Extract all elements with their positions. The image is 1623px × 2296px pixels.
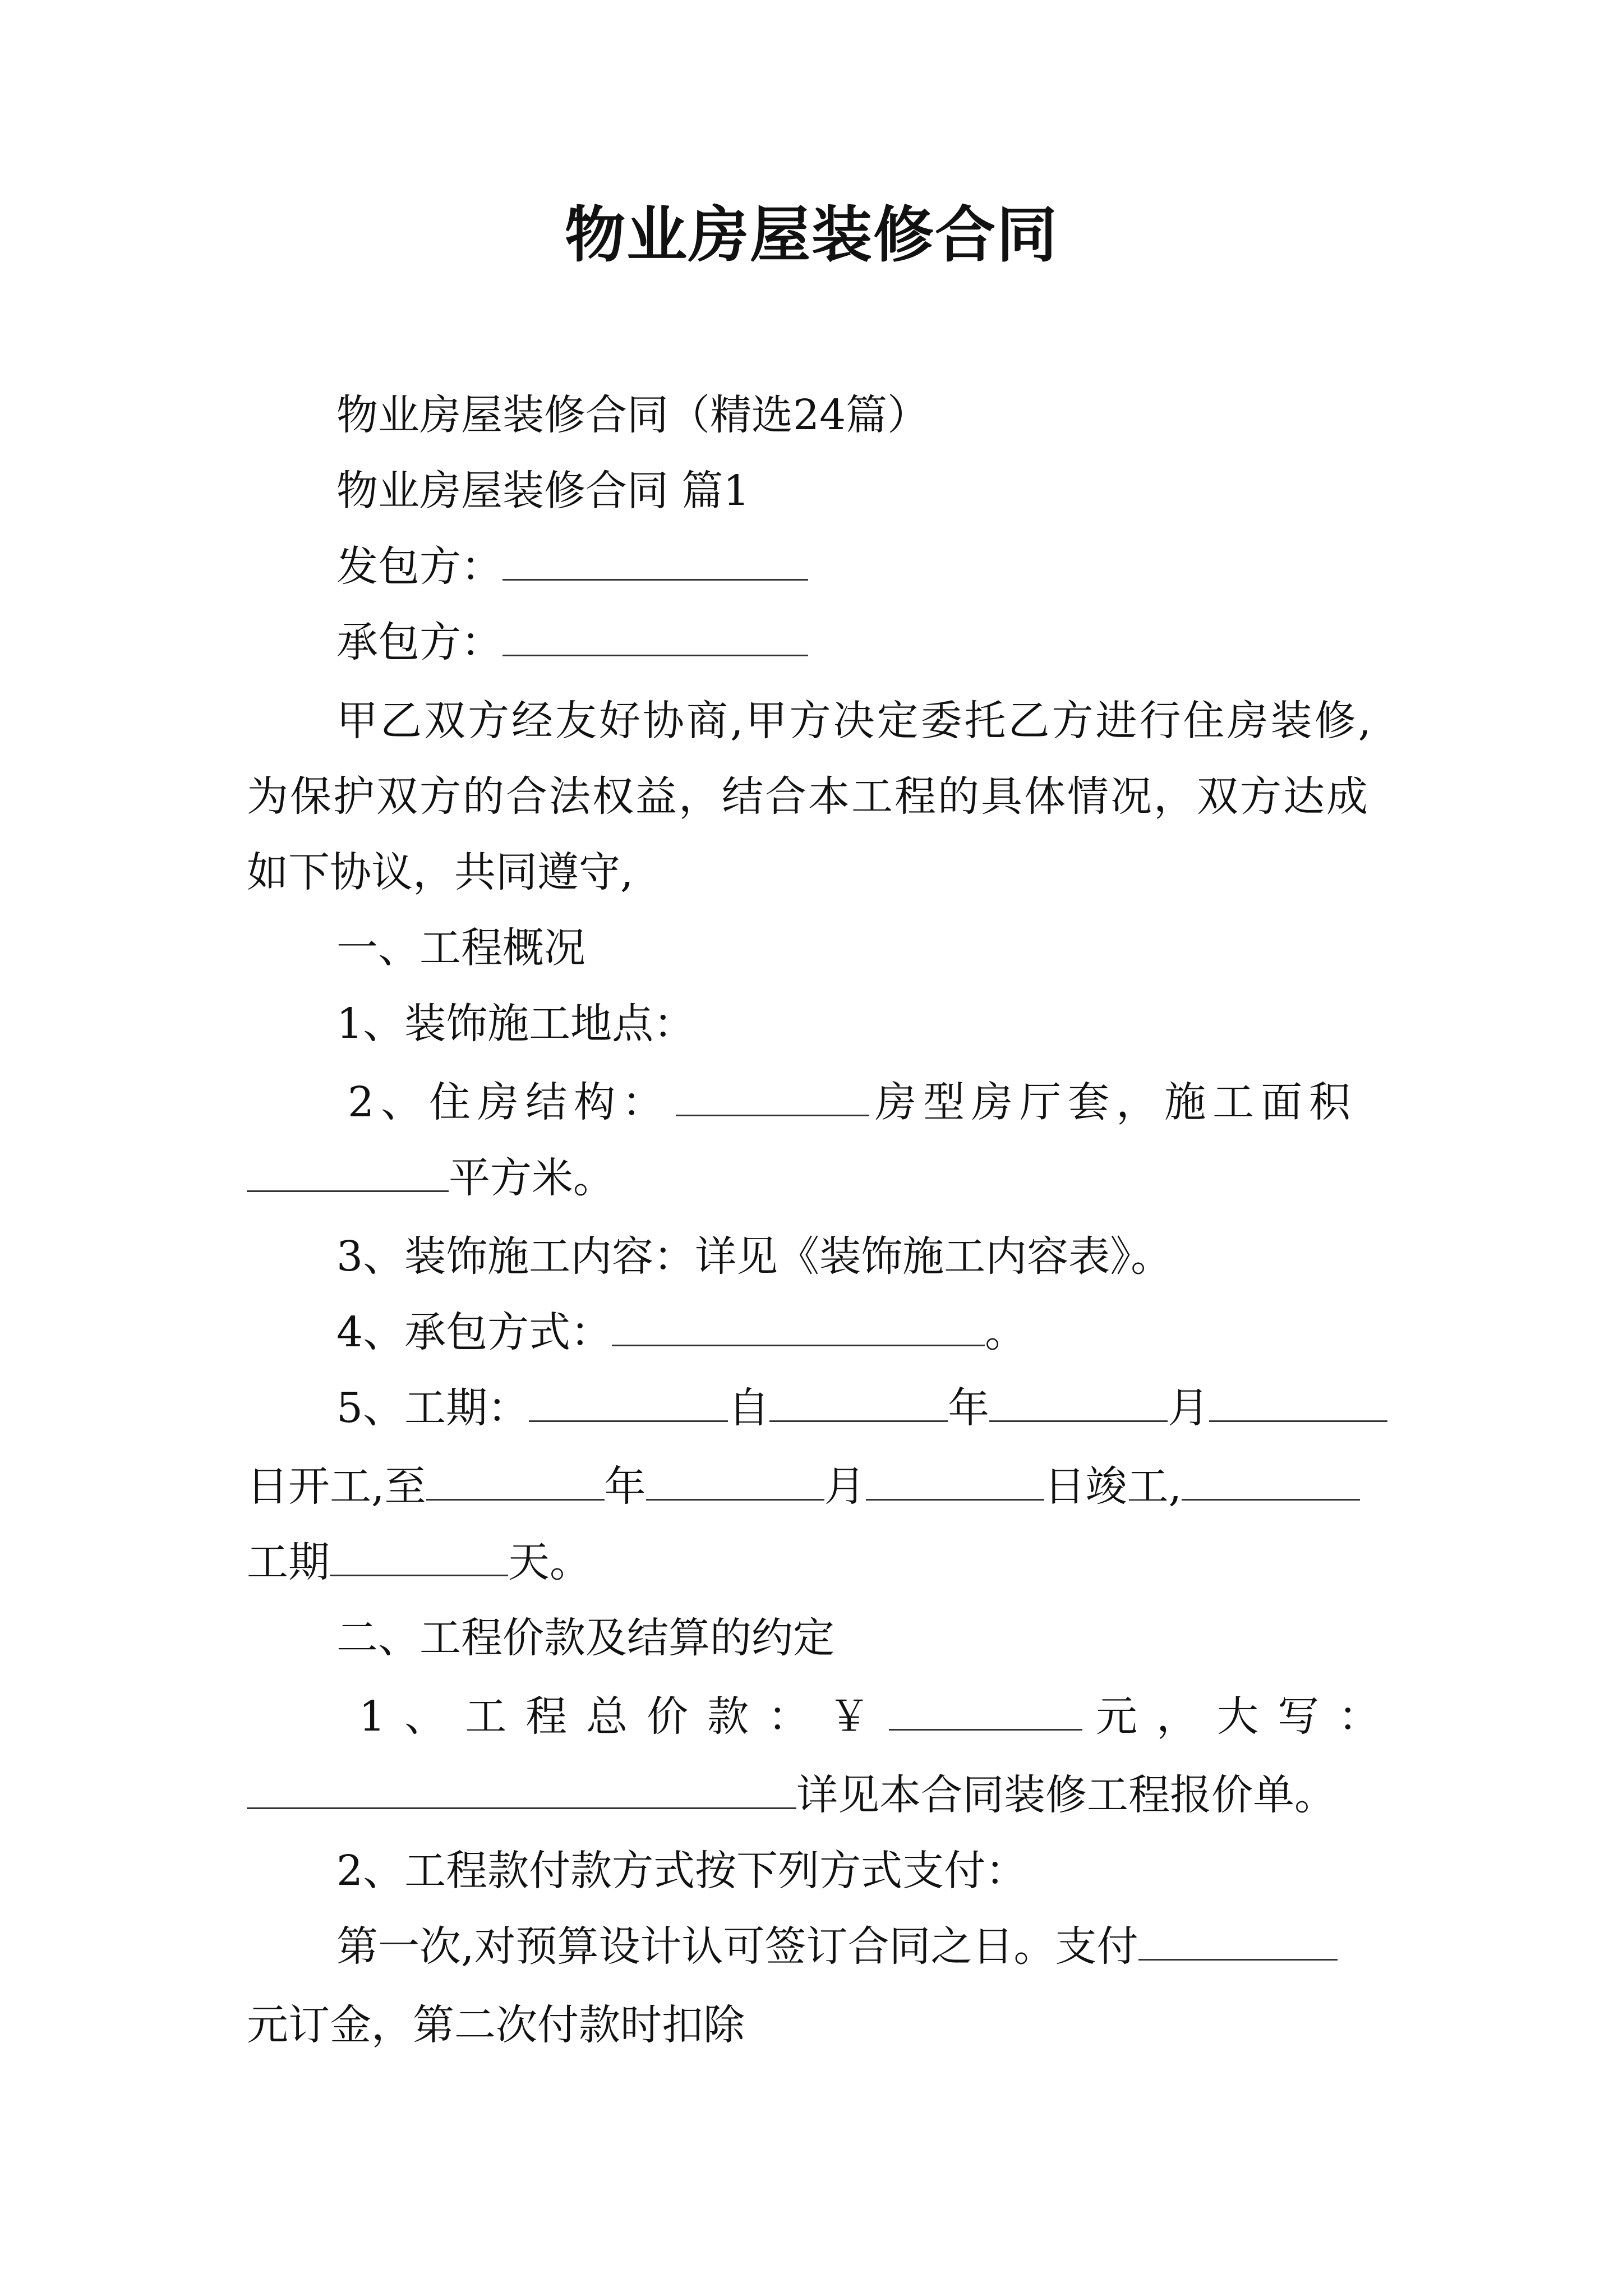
paragraph: 1、装饰施工地点： <box>336 1000 695 1048</box>
fill-blank[interactable] <box>866 1463 1044 1501</box>
clause-line <box>247 1458 1360 1515</box>
clause-text: 详见本合同装修工程报价单。 <box>796 1771 1336 1819</box>
document-title: 物业房屋装修合同 <box>564 200 1058 270</box>
clause-text: 天。 <box>508 1538 591 1586</box>
fill-blank[interactable] <box>646 1463 824 1501</box>
clause-text: 日竣工, <box>1044 1462 1182 1511</box>
paragraph: 物业房屋装修合同 篇1 <box>336 467 750 515</box>
paragraph: 二、工程价款及结算的约定 <box>336 1614 834 1662</box>
intro-line-1 <box>336 693 1373 749</box>
subtitle-line <box>336 387 929 443</box>
clause-text: 月 <box>1168 1384 1210 1432</box>
clause-line <box>247 1767 1336 1823</box>
fill-blank[interactable] <box>769 1384 948 1422</box>
fill-blank[interactable] <box>612 1309 985 1346</box>
section-heading <box>336 920 585 976</box>
fill-blank[interactable] <box>426 1463 605 1501</box>
paragraph: 甲乙双方经友好协商,甲方决定委托乙方进行住房装修, <box>336 697 1374 745</box>
fill-blank[interactable] <box>247 1154 449 1192</box>
paragraph: 如下协议，共同遵守, <box>247 848 634 896</box>
clause-line <box>359 1688 1399 1745</box>
paragraph: 物业房屋装修合同（精选24篇） <box>336 391 929 439</box>
fill-blank[interactable] <box>502 619 808 656</box>
clause-text: 第一次,对预算设计认可签订合同之日。支付 <box>336 1922 1138 1971</box>
party-a-line <box>336 539 808 595</box>
clause-line <box>247 1534 591 1590</box>
party-b-label: 承包方： <box>336 618 502 666</box>
intro-line-2 <box>247 769 1370 825</box>
section-heading <box>336 463 750 519</box>
party-a-label: 发包方： <box>336 542 502 591</box>
clause-text: 年 <box>604 1462 646 1511</box>
clause-text: 工期 <box>247 1538 330 1586</box>
paragraph: 元订金，第二次付款时扣除 <box>247 2001 745 2049</box>
clause-line <box>336 1380 1387 1436</box>
clause-text: 。 <box>985 1308 1027 1356</box>
paragraph: 2、工程款付款方式按下列方式支付： <box>336 1847 1027 1895</box>
clause-text: 元，大写： <box>1096 1692 1399 1741</box>
paragraph: 一、工程概况 <box>336 924 585 972</box>
clause-line <box>348 1074 1357 1130</box>
fill-blank[interactable] <box>1138 1923 1338 1961</box>
clause-line <box>336 1843 1027 1899</box>
clause-line <box>336 1918 1338 1975</box>
fill-blank[interactable] <box>1209 1384 1387 1422</box>
paragraph: 为保护双方的合法权益，结合本工程的具体情况，双方达成 <box>247 772 1370 821</box>
fill-blank[interactable] <box>989 1384 1168 1422</box>
clause-line <box>336 1304 1026 1360</box>
fill-blank[interactable] <box>676 1079 869 1116</box>
clause-text: 年 <box>948 1384 990 1432</box>
clause-label: 5、工期： <box>336 1384 529 1432</box>
clause-text: 日开工,至 <box>247 1462 426 1511</box>
fill-blank[interactable] <box>247 1772 796 1809</box>
clause-text: 平方米。 <box>449 1154 615 1202</box>
fill-blank[interactable] <box>1182 1463 1360 1501</box>
intro-line-3 <box>247 844 634 900</box>
clause-text: 月 <box>824 1462 866 1511</box>
section-heading <box>336 1610 834 1666</box>
paragraph: 3、装饰施工内容：详见《装饰施工内容表》。 <box>336 1232 1173 1281</box>
fill-blank[interactable] <box>330 1539 508 1576</box>
clause-line <box>336 996 695 1052</box>
clause-line <box>247 1997 745 2053</box>
clause-label: 4、承包方式： <box>336 1308 612 1356</box>
clause-label: 2、住房结构： <box>348 1078 671 1126</box>
party-b-line <box>336 614 808 670</box>
fill-blank[interactable] <box>889 1693 1082 1731</box>
clause-text: 房型房厅套，施工面积 <box>875 1078 1358 1126</box>
fill-blank[interactable] <box>502 543 808 581</box>
clause-line <box>336 1228 1172 1285</box>
clause-text: 自 <box>728 1384 770 1432</box>
fill-blank[interactable] <box>529 1384 728 1422</box>
clause-label: 1、工程总价款：￥ <box>359 1692 889 1741</box>
clause-line <box>247 1150 615 1206</box>
